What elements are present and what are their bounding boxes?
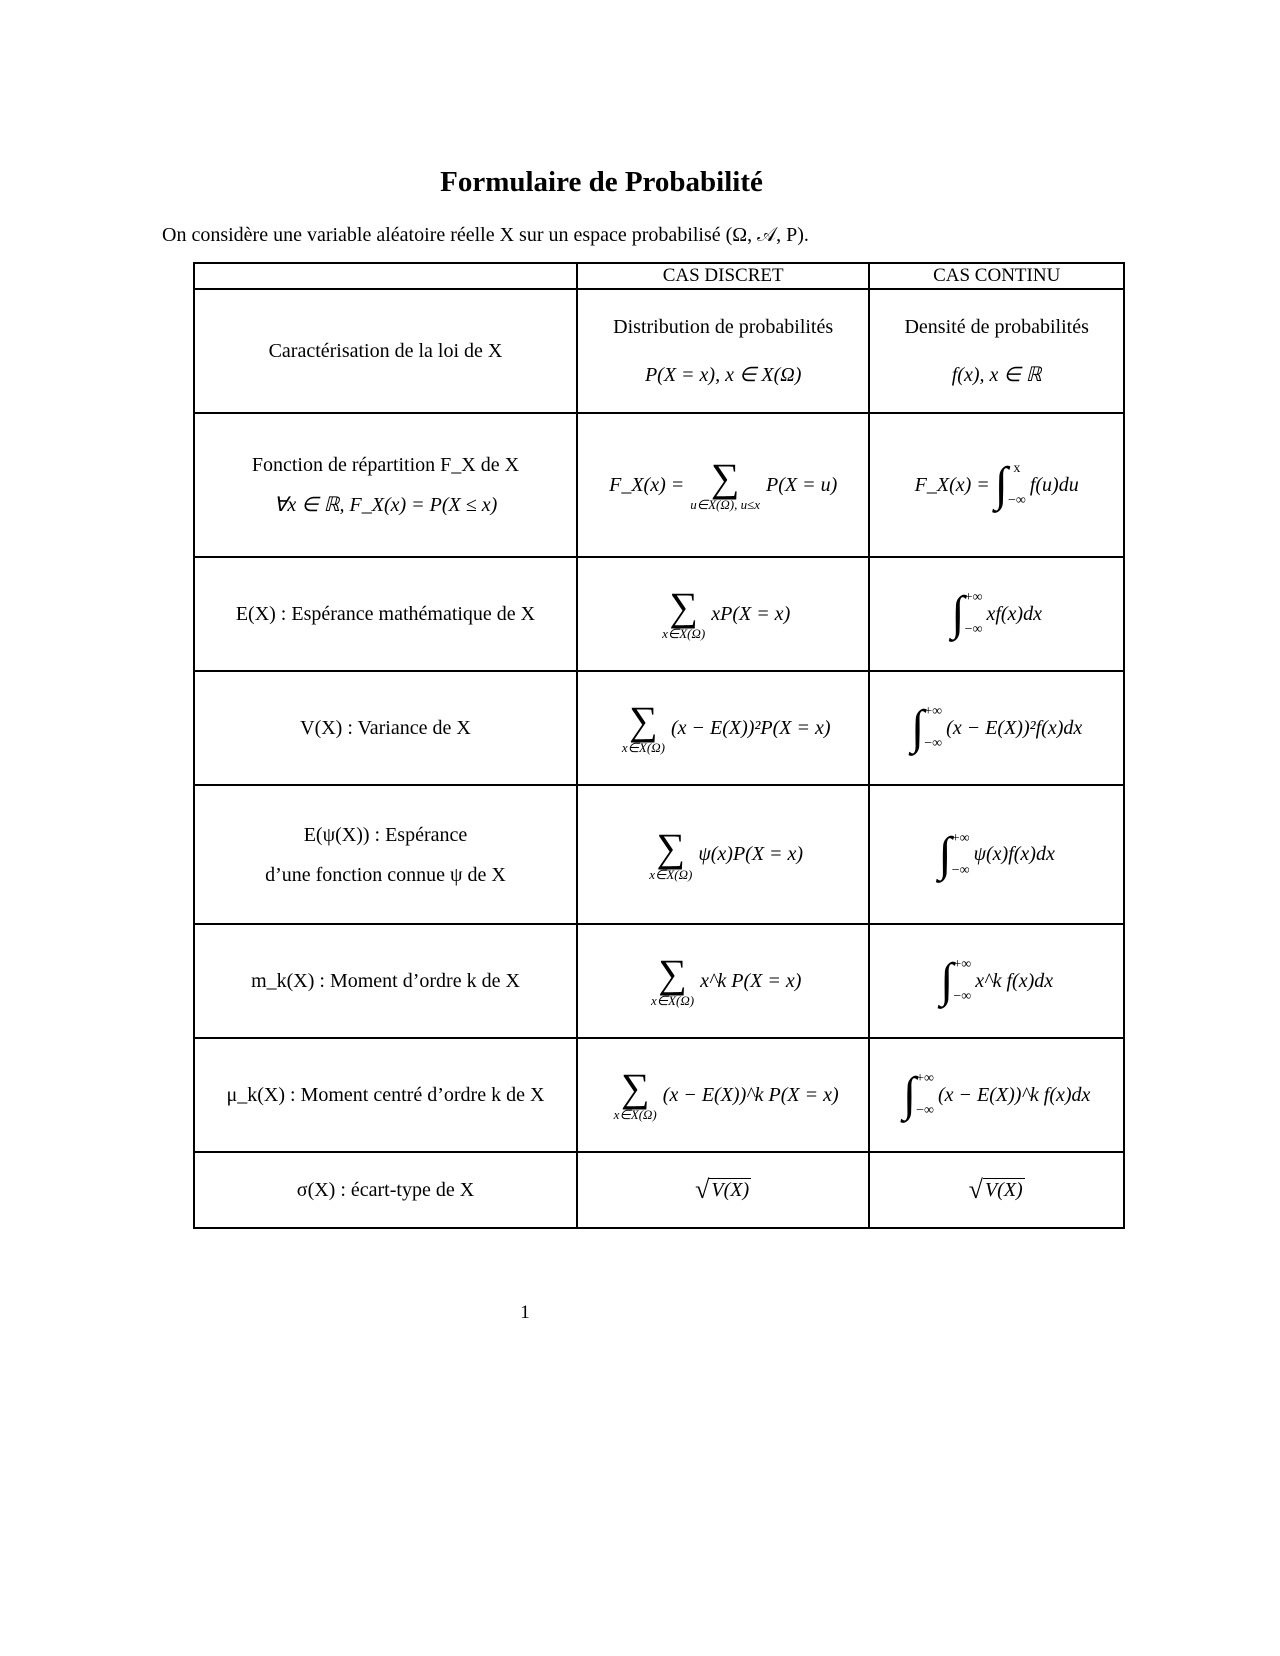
table-row — [194, 1038, 1124, 1152]
discrete-formula — [609, 455, 838, 512]
continuous-cell — [869, 289, 1124, 413]
formula-term: (x − E(X))^k P(X = x) — [662, 1083, 839, 1106]
row-label-text: Caractérisation de la loi de X — [268, 340, 503, 362]
integral-operator — [940, 954, 972, 1007]
discrete-cell — [577, 289, 869, 413]
row-label — [194, 671, 577, 785]
discrete-cell — [577, 557, 869, 671]
sum-symbol: ∑ — [669, 584, 698, 629]
integral-icon: ∫ — [951, 587, 965, 640]
integral-lower: −∞ — [1007, 493, 1026, 508]
table-row — [194, 413, 1124, 557]
integral-upper: +∞ — [916, 1071, 935, 1086]
row-label — [194, 924, 577, 1038]
row-label-text: σ(X) : écart-type de X — [296, 1179, 475, 1201]
integral-lower: −∞ — [916, 1103, 935, 1118]
sum-subscript: x∈X(Ω) — [613, 1107, 657, 1122]
formula-term: (x − E(X))²f(x)dx — [946, 716, 1083, 739]
sum-operator — [649, 824, 693, 882]
row-label — [194, 289, 577, 413]
continuous-formula — [940, 954, 1054, 1007]
integral-operator — [951, 587, 983, 640]
integral-icon: ∫ — [938, 827, 952, 881]
integral-icon: ∫ — [902, 1068, 917, 1121]
radical-icon: √ — [968, 1174, 983, 1204]
formula-term: P(X = u) — [765, 473, 838, 496]
continuous-cell — [869, 1038, 1124, 1152]
continuous-formula — [914, 458, 1079, 511]
discrete-cell — [577, 1038, 869, 1152]
radicand: V(X) — [984, 1178, 1023, 1201]
continuous-cell — [869, 1152, 1124, 1228]
sum-subscript: x∈X(Ω) — [621, 740, 665, 755]
continuous-cell — [869, 924, 1124, 1038]
continuous-formula: f(x), x ∈ ℝ — [951, 364, 1042, 386]
row-label-text: Fonction de répartition F_X de X — [251, 454, 520, 476]
row-label-text: E(ψ(X)) : Espérance — [303, 823, 468, 846]
discrete-formula — [616, 698, 831, 755]
table-row — [194, 557, 1124, 671]
continuous-formula — [911, 701, 1083, 754]
discrete-caption: Distribution de probabilités — [613, 316, 834, 338]
formula-term: (x − E(X))²P(X = x) — [670, 716, 831, 739]
sum-symbol: ∑ — [710, 455, 740, 500]
discrete-cell — [577, 671, 869, 785]
sum-operator — [662, 584, 706, 641]
table-header-row — [194, 263, 1124, 289]
sum-operator — [650, 951, 695, 1008]
sum-operator — [621, 698, 665, 755]
row-label — [194, 557, 577, 671]
integral-upper: +∞ — [924, 704, 943, 719]
continuous-cell — [869, 557, 1124, 671]
sum-operator — [613, 1065, 657, 1122]
integral-lower: −∞ — [924, 736, 943, 751]
continuous-formula — [938, 827, 1055, 881]
discrete-formula: P(X = x), x ∈ X(Ω) — [644, 364, 802, 386]
header-discrete: CAS DISCRET — [577, 263, 869, 289]
formula-prefix: F_X(x) = — [609, 473, 685, 496]
formula-term: x^k f(x)dx — [975, 969, 1054, 992]
continuous-cell — [869, 785, 1124, 924]
integral-icon: ∫ — [940, 954, 954, 1007]
radical-icon: √ — [695, 1174, 710, 1204]
row-label-text: d’une fonction connue ψ de X — [265, 863, 506, 886]
continuous-formula — [951, 587, 1042, 640]
formula-table — [193, 262, 1125, 1229]
table-row — [194, 785, 1124, 924]
row-label-text: E(X) : Espérance mathématique de X — [235, 603, 536, 625]
row-label-text: V(X) : Variance de X — [300, 717, 471, 739]
integral-lower: −∞ — [951, 862, 970, 878]
row-label — [194, 413, 577, 557]
page-title: Formulaire de Probabilité — [440, 166, 763, 198]
integral-operator — [911, 701, 943, 754]
integral-icon: ∫ — [994, 458, 1008, 511]
integral-lower: −∞ — [964, 622, 983, 637]
formula-term: xf(x)dx — [986, 602, 1042, 625]
header-blank — [194, 263, 577, 289]
row-label-formula: ∀x ∈ ℝ, F_X(x) = P(X ≤ x) — [273, 494, 498, 516]
integral-upper: +∞ — [964, 590, 983, 605]
integral-upper: +∞ — [951, 830, 970, 846]
continuous-formula — [902, 1068, 1091, 1121]
integral-operator — [938, 827, 970, 881]
row-label — [194, 1152, 577, 1228]
discrete-formula — [645, 951, 802, 1008]
integral-upper: +∞ — [953, 957, 972, 972]
formula-term: xP(X = x) — [711, 602, 791, 625]
sum-subscript: x∈X(Ω) — [662, 626, 706, 641]
discrete-cell — [577, 413, 869, 557]
formula-term: ψ(x)P(X = x) — [698, 843, 804, 865]
formula-term: (x − E(X))^k f(x)dx — [938, 1083, 1091, 1106]
integral-operator — [994, 458, 1026, 511]
table-row — [194, 1152, 1124, 1228]
continuous-cell — [869, 671, 1124, 785]
sum-subscript: u∈X(Ω), u≤x — [690, 497, 760, 512]
square-root — [968, 1174, 1025, 1204]
discrete-cell — [577, 1152, 869, 1228]
formula-term: f(u)du — [1029, 473, 1079, 496]
integral-icon: ∫ — [911, 701, 925, 754]
square-root — [695, 1174, 751, 1204]
intro-text: On considère une variable aléatoire réelle X sur un espace probabilisé (Ω, 𝒜, P). — [162, 224, 809, 246]
page-number: 1 — [520, 1302, 530, 1323]
row-label-text: μ_k(X) : Moment centré d’ordre k de X — [226, 1084, 545, 1106]
table-row — [194, 671, 1124, 785]
integral-upper: x — [1013, 461, 1021, 476]
table-row — [194, 924, 1124, 1038]
sum-subscript: x∈X(Ω) — [649, 866, 693, 882]
formula-prefix: F_X(x) = — [914, 473, 990, 496]
formula-term: x^k P(X = x) — [700, 969, 802, 992]
sum-symbol: ∑ — [620, 1065, 650, 1110]
discrete-formula — [608, 1065, 839, 1122]
sum-subscript: x∈X(Ω) — [650, 993, 695, 1008]
sum-symbol: ∑ — [656, 824, 686, 870]
radicand: V(X) — [711, 1178, 750, 1201]
row-label-text: m_k(X) : Moment d’ordre k de X — [251, 970, 520, 992]
header-continuous: CAS CONTINU — [869, 263, 1124, 289]
discrete-formula — [643, 824, 804, 882]
continuous-caption: Densité de probabilités — [904, 316, 1089, 338]
continuous-cell — [869, 413, 1124, 557]
sum-symbol: ∑ — [658, 951, 687, 996]
discrete-cell — [577, 785, 869, 924]
formula-term: ψ(x)f(x)dx — [973, 843, 1055, 865]
sum-symbol: ∑ — [629, 698, 658, 743]
row-label — [194, 785, 577, 924]
integral-operator — [902, 1068, 935, 1121]
discrete-formula — [656, 584, 791, 641]
row-label — [194, 1038, 577, 1152]
integral-lower: −∞ — [953, 989, 972, 1004]
table-row — [194, 289, 1124, 413]
discrete-cell — [577, 924, 869, 1038]
sum-operator — [690, 455, 760, 512]
